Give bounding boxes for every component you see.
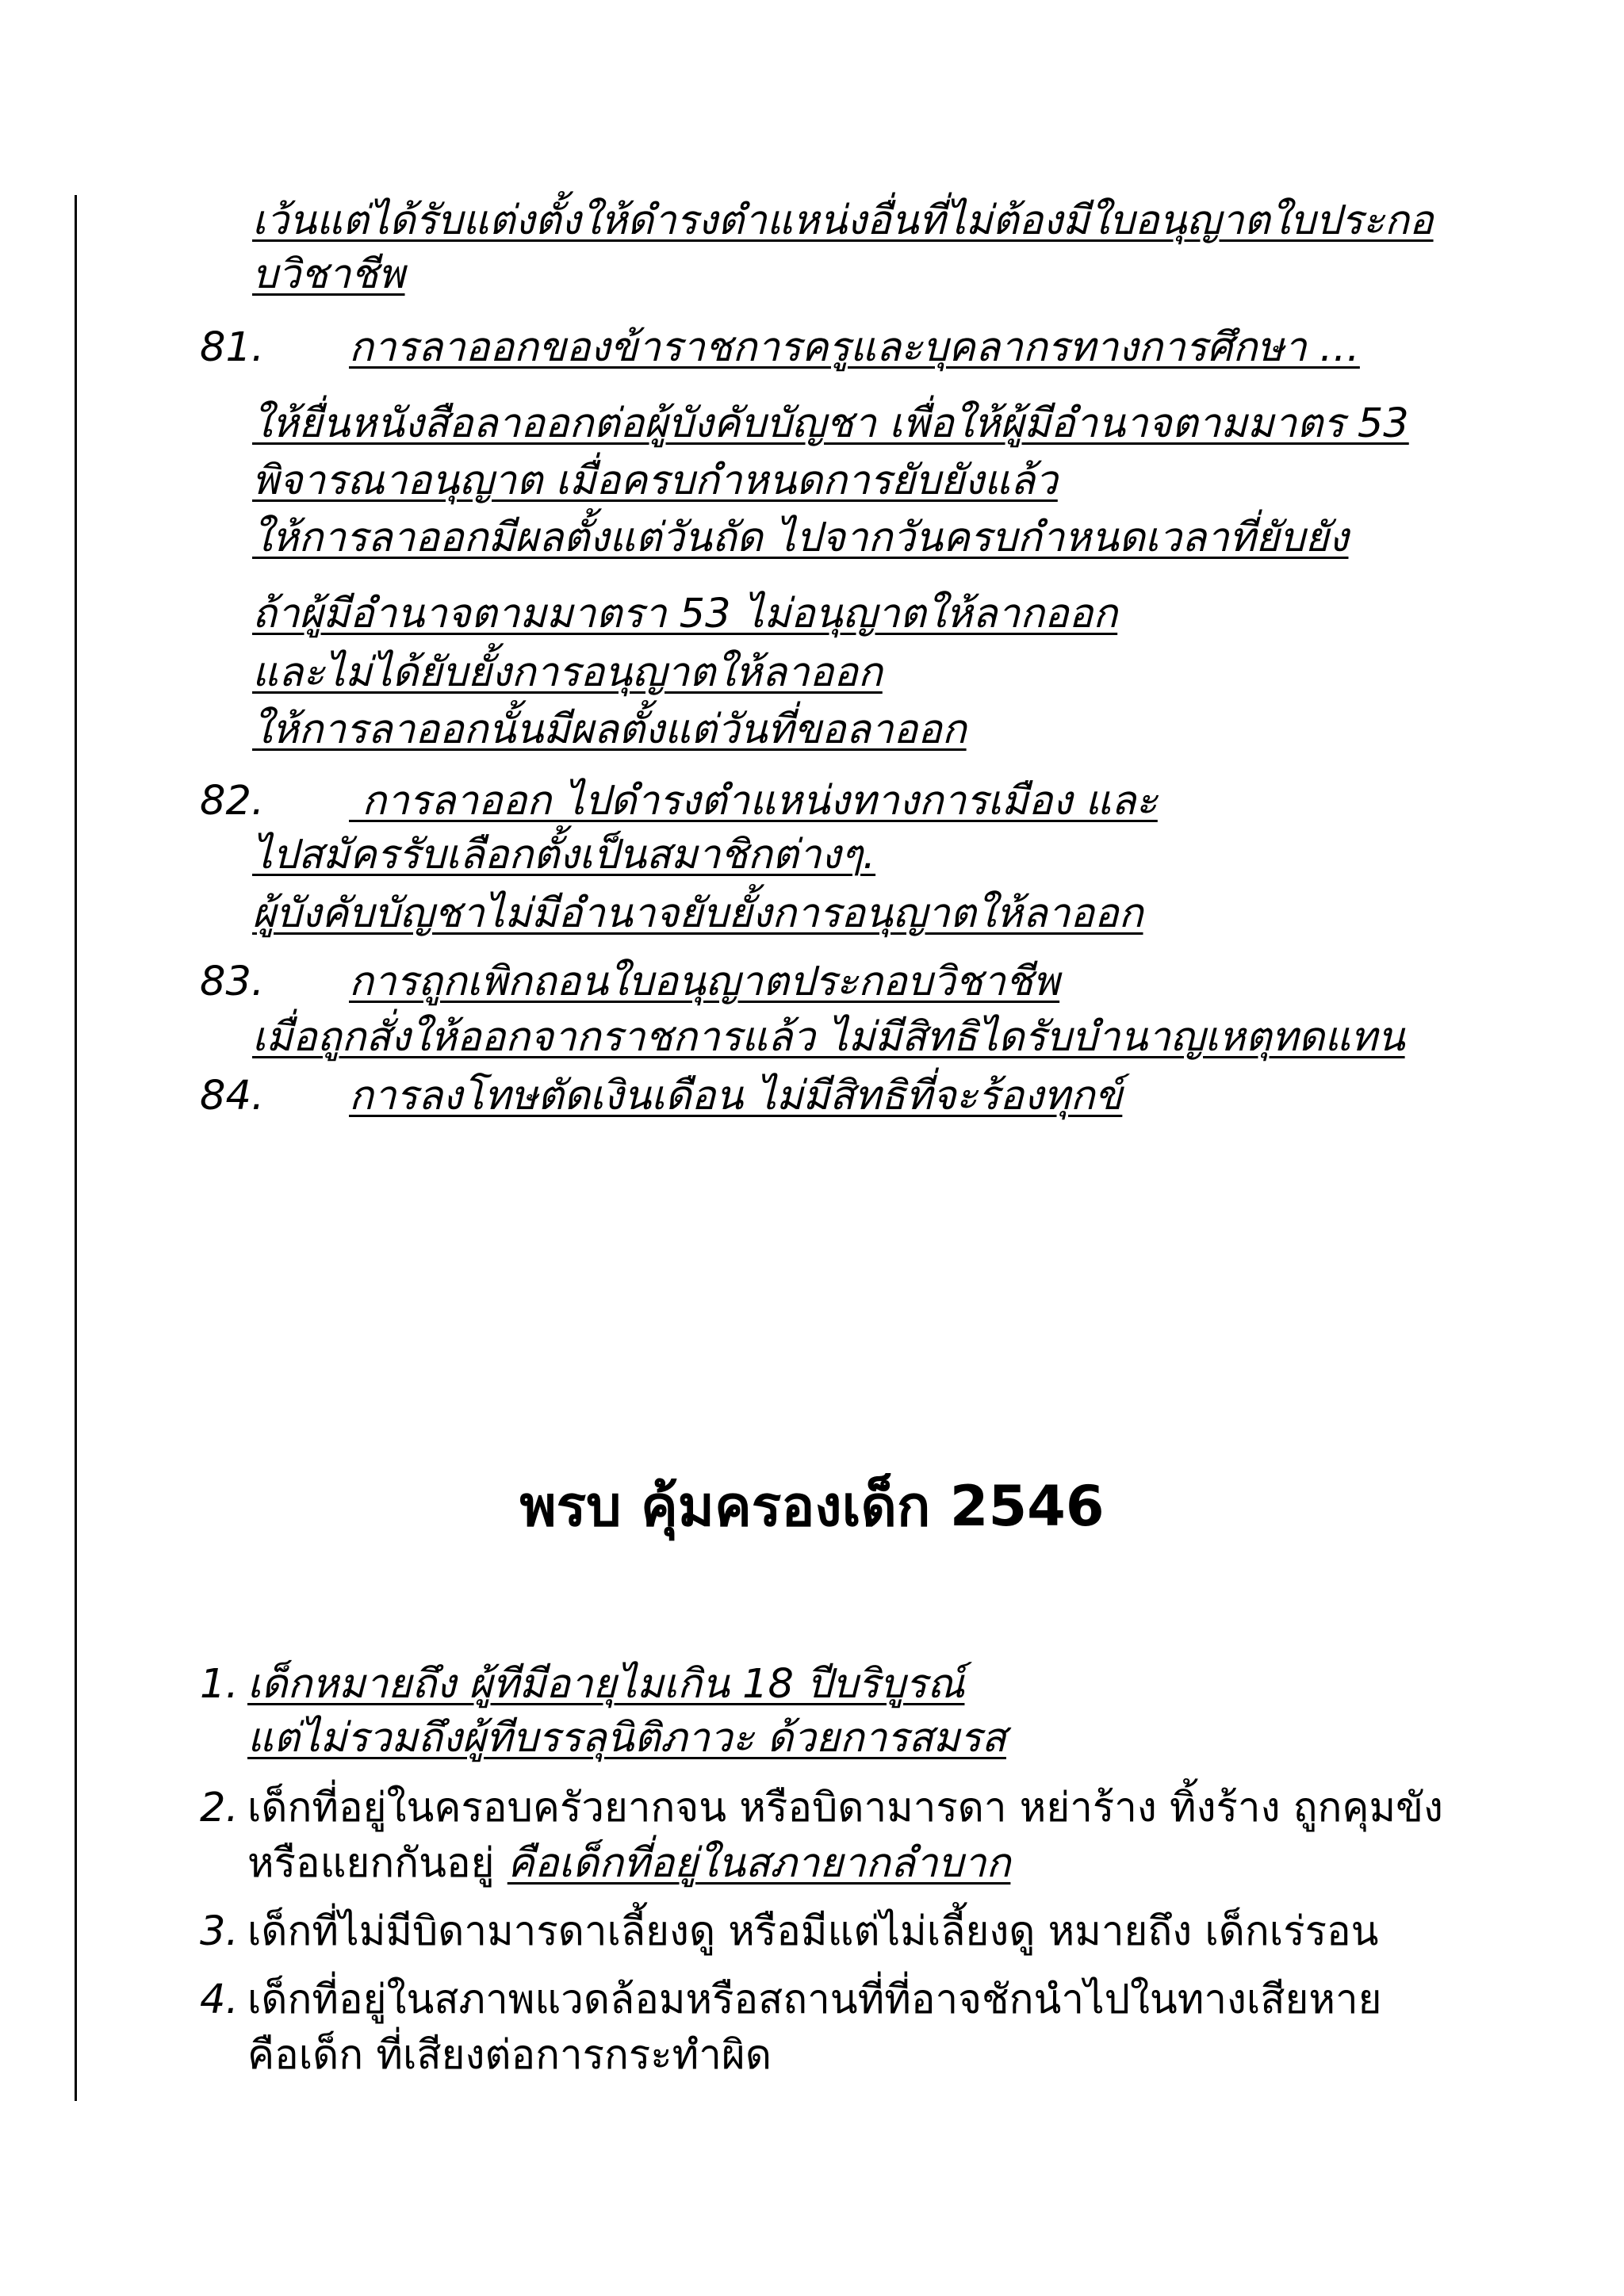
item81-heading-row	[200, 322, 1360, 374]
item81-para1-line2: พิจารณาอนุญาต เมื่อครบกำหนดการยับยังแล้ว	[252, 457, 1058, 504]
item80-continuation-line2: บวิชาชีพ	[252, 251, 405, 298]
item82-heading-row	[200, 775, 1158, 828]
list-item-4-text: เด็กที่อยู่ในสภาพแวดล้อมหรือสถานที่ที่อาจชักนำไปในทางเสียหาย	[247, 1976, 1382, 2023]
left-margin-rule	[75, 195, 77, 2101]
item80-continuation-line1: เว้นแต่ได้รับแต่งตั้งให้ดำรงตำแหน่งอื่นที่ไม่ต้องมีใบอนุญาตใบประกอ	[252, 197, 1434, 244]
item81-para2-line3: ให้การลาออกนั้นมีผลตั้งแต่วันที่ขอลาออก	[252, 706, 967, 753]
item81-para2-line2: และไม่ได้ยับยั้งการอนุญาตให้ลาออก	[252, 649, 883, 696]
list-item-4-number: 4.	[200, 1976, 239, 2023]
list-item-2-text-plain: หรือแยกกันอยู่	[247, 1840, 508, 1887]
list-item-1-number: 1.	[200, 1661, 239, 1708]
item81-para1-line1: ให้ยื่นหนังสือลาออกต่อผู้บังคับบัญชา เพื่อให้ผู้มีอำนาจตามมาตร 53	[252, 400, 1409, 447]
item83-heading: การถูกเพิกถอนใบอนุญาตประกอบวิชาชีพ	[349, 959, 1060, 1005]
item83-line1: เมื่อถูกสั่งให้ออกจากราชการแล้ว ไม่มีสิทธิไดรับบำนาญเหตุทดแทน	[252, 1014, 1405, 1061]
item81-para2-line1: ถ้าผู้มีอำนาจตามมาตรา 53 ไม่อนุญาตให้ลากออก	[252, 591, 1118, 637]
list-item-3-number: 3.	[200, 1908, 239, 1955]
section-title: พรบ คุ้มครองเด็ก 2546	[519, 1474, 1105, 1539]
list-item-2-text-emphasis: คือเด็กที่อยู่ในสภายากลำบาก	[507, 1840, 1011, 1887]
list-item-1-line1	[200, 1659, 964, 1711]
item82-line2: ผู้บังคับบัญชาไม่มีอำนาจยับยั้งการอนุญาตให้ลาออก	[252, 890, 1143, 937]
item82-heading: การลาออก ไปดำรงตำแหน่งทางการเมือง และ	[349, 778, 1158, 825]
list-item-2-line2	[247, 1838, 1010, 1890]
list-item-2-number: 2.	[200, 1785, 239, 1831]
item84-heading: การลงโทษตัดเงินเดือน ไม่มีสิทธิที่จะร้องทุกข์	[349, 1073, 1123, 1119]
item84-heading-row	[200, 1070, 1122, 1123]
list-item-3-line1	[200, 1906, 1378, 1958]
item81-para1-line3: ให้การลาออกมีผลตั้งแต่วันถัด ไปจากวันครบกำหนดเวลาที่ยับยัง	[252, 515, 1349, 561]
list-item-2-text: เด็กที่อยู่ในครอบครัวยากจน หรือบิดามารดา หย่าร้าง ทิ้งร้าง ถูกคุมขัง	[247, 1785, 1443, 1831]
list-item-2-line1	[200, 1782, 1443, 1835]
list-item-4-line1	[200, 1974, 1382, 2026]
item83-heading-row	[200, 956, 1059, 1008]
item82-line1: ไปสมัครรับเลือกตั้งเป็นสมาชิกต่างๆ.	[252, 832, 876, 878]
item82-number: 82.	[200, 778, 265, 825]
list-item-1-line2: แต่ไม่รวมถึงผู้ทีบรรลุนิติภาวะ ด้วยการสมรส	[247, 1715, 1006, 1762]
list-item-4-line2: คือเด็ก ที่เสียงต่อการกระทำผิด	[247, 2032, 772, 2079]
item81-heading: การลาออกของข้าราชการครูและบุคลากรทางการศึกษา …	[349, 324, 1360, 371]
item81-number: 81.	[200, 324, 265, 371]
item83-number: 83.	[200, 959, 265, 1005]
list-item-3-text: เด็กที่ไม่มีบิดามารดาเลี้ยงดู หรือมีแต่ไม่เลี้ยงดู หมายถึง เด็กเร่รอน	[247, 1908, 1379, 1955]
list-item-1-text: เด็กหมายถึง ผู้ทีมีอายุไมเกิน 18 ปีบริบูรณ์	[247, 1661, 965, 1708]
item84-number: 84.	[200, 1073, 265, 1119]
